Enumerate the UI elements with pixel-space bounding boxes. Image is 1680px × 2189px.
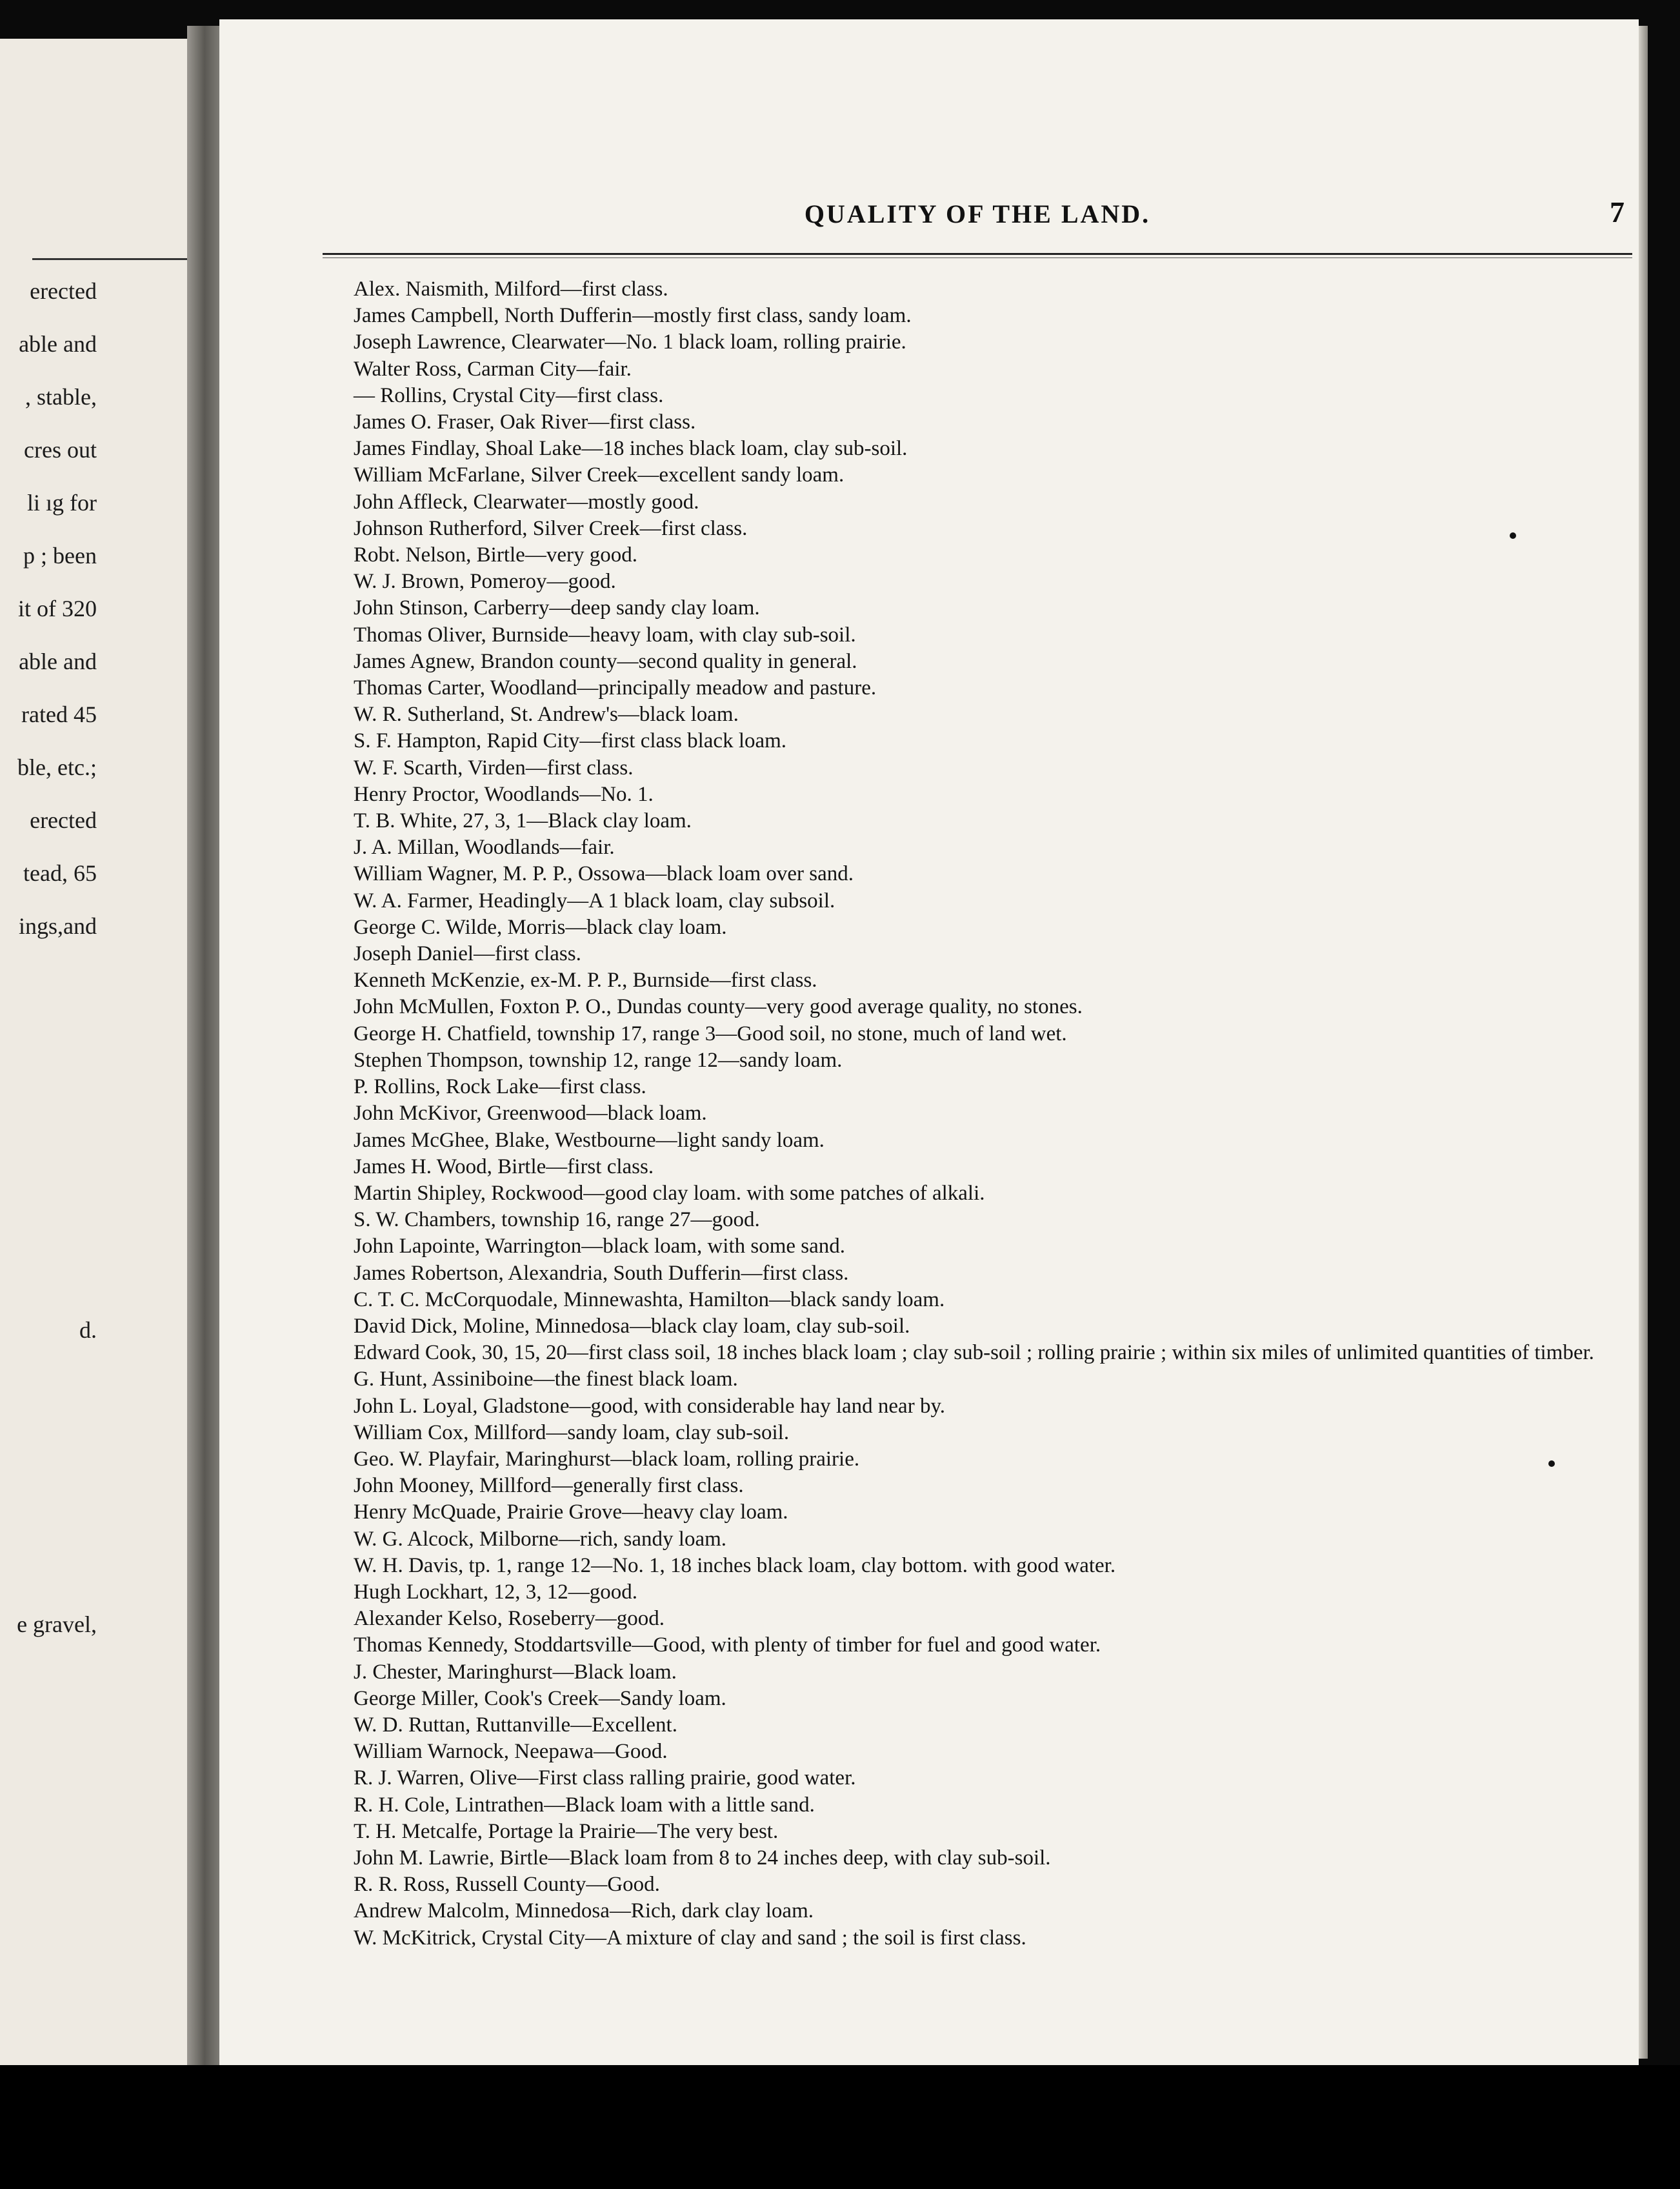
entry-line: Alexander Kelso, Roseberry—good. <box>354 1607 665 1631</box>
entry-line: W. McKitrick, Crystal City—A mixture of clay and sand ; the soil is first class. <box>354 1926 1026 1950</box>
entry-line: Thomas Oliver, Burnside—heavy loam, with clay sub-soil. <box>354 623 856 647</box>
entry-line: Kenneth McKenzie, ex-M. P. P., Burnside—first class. <box>354 969 817 993</box>
entry-line: Henry McQuade, Prairie Grove—heavy clay loam. <box>354 1500 788 1524</box>
entry-line: W. J. Brown, Pomeroy—good. <box>354 570 616 594</box>
entry-line: James Agnew, Brandon county—second quality in general. <box>354 649 857 673</box>
testimonial-list <box>315 276 1657 1952</box>
entry-line: Joseph Daniel—first class. <box>354 942 581 966</box>
entry-line: C. T. C. McCorquodale, Minnewashta, Hamilton—black sandy loam. <box>354 1287 945 1311</box>
page-header <box>323 186 1632 237</box>
facing-page-text: it of 320 <box>18 596 97 621</box>
entry-line: Johnson Rutherford, Silver Creek—first class. <box>354 516 748 540</box>
page-edge-shadow <box>1639 26 1648 2059</box>
entry-line: George C. Wilde, Morris—black clay loam. <box>354 915 727 939</box>
entry-line: T. B. White, 27, 3, 1—Black clay loam. <box>354 809 692 833</box>
entry-line: W. D. Ruttan, Ruttanville—Excellent. <box>354 1713 677 1737</box>
entry-line: Thomas Kennedy, Stoddartsville—Good, with plenty of timber for fuel and good water. <box>354 1633 1101 1657</box>
entry-line: J. Chester, Maringhurst—Black loam. <box>354 1660 677 1684</box>
entry-line: George H. Chatfield, township 17, range 3—Good soil, no stone, much of land wet. <box>354 1022 1067 1045</box>
header-rule-thin <box>323 257 1632 258</box>
entry-line: W. R. Sutherland, St. Andrew's—black loam. <box>354 703 739 727</box>
facing-page-text: e gravel, <box>17 1611 97 1637</box>
entry-line: John McKivor, Greenwood—black loam. <box>354 1102 707 1125</box>
entry-line: G. Hunt, Assiniboine—the finest black loam. <box>354 1367 738 1391</box>
header-rule <box>323 253 1632 255</box>
entry-line: S. F. Hampton, Rapid City—first class black loam. <box>354 729 787 753</box>
facing-page-text: li ıg for <box>27 490 97 516</box>
entry-line: Martin Shipley, Rockwood—good clay loam. with some patches of alkali. <box>354 1181 985 1205</box>
entry-line: T. H. Metcalfe, Portage la Prairie—The very best. <box>354 1819 779 1843</box>
entry-line: Walter Ross, Carman City—fair. <box>354 357 632 381</box>
entry-line: David Dick, Moline, Minnedosa—black clay loam, clay sub-soil. <box>354 1314 910 1338</box>
entry-line: John Affleck, Clearwater—mostly good. <box>354 490 699 514</box>
entry-line: Andrew Malcolm, Minnedosa—Rich, dark clay loam. <box>354 1899 814 1923</box>
entry-line: P. Rollins, Rock Lake—first class. <box>354 1075 646 1099</box>
facing-page-rule <box>32 258 187 260</box>
page-number: 7 <box>1610 196 1625 228</box>
entry-line: James O. Fraser, Oak River—first class. <box>354 410 696 434</box>
entry-line: John McMullen, Foxton P. O., Dundas county—very good average quality, no stones. <box>354 995 1083 1019</box>
entry-line: Geo. W. Playfair, Maringhurst—black loam, rolling prairie. <box>354 1447 860 1471</box>
entry-line: W. H. Davis, tp. 1, range 12—No. 1, 18 inches black loam, clay bottom. with good water. <box>354 1553 1116 1577</box>
entry-line: Edward Cook, 30, 15, 20—first class soil, 18 inches black loam ; clay sub-soil ; rolling prairie ; within six miles of unlimited quantities of timber. <box>354 1341 1594 1365</box>
entry-line: John Lapointe, Warrington—black loam, with some sand. <box>354 1235 846 1258</box>
entry-line: — Rollins, Crystal City—first class. <box>354 383 664 407</box>
entry-line: John M. Lawrie, Birtle—Black loam from 8 to 24 inches deep, with clay sub-soil. <box>354 1846 1051 1870</box>
entry-line: Joseph Lawrence, Clearwater—No. 1 black loam, rolling prairie. <box>354 330 906 354</box>
facing-page-text: ings,and <box>19 913 97 939</box>
document-page <box>219 19 1639 2065</box>
entry-line: R. R. Ross, Russell County—Good. <box>354 1873 660 1897</box>
entry-line: Henry Proctor, Woodlands—No. 1. <box>354 782 654 806</box>
entry-line: Stephen Thompson, township 12, range 12—sandy loam. <box>354 1048 843 1072</box>
facing-page-fragment <box>0 39 187 2097</box>
entry-line: Alex. Naismith, Milford—first class. <box>354 277 668 301</box>
entry-line: William McFarlane, Silver Creek—excellent sandy loam. <box>354 463 845 487</box>
entry-line: W. G. Alcock, Milborne—rich, sandy loam. <box>354 1527 727 1551</box>
facing-page-text: p ; been <box>23 543 97 569</box>
entry-line: R. J. Warren, Olive—First class ralling prairie, good water. <box>354 1766 856 1790</box>
entry-line: James Campbell, North Dufferin—mostly first class, sandy loam. <box>354 304 912 328</box>
facing-page-text: erected <box>30 278 97 304</box>
print-speck <box>1510 532 1516 539</box>
entry-line: James McGhee, Blake, Westbourne—light sandy loam. <box>354 1128 825 1152</box>
running-head: QUALITY OF THE LAND. <box>804 199 1151 228</box>
entry-line: James H. Wood, Birtle—first class. <box>354 1155 654 1178</box>
entry-line: Robt. Nelson, Birtle—very good. <box>354 543 637 567</box>
entry-line: W. F. Scarth, Virden—first class. <box>354 756 634 780</box>
entry-line: John Stinson, Carberry—deep sandy clay loam. <box>354 596 760 620</box>
facing-page-text: rated 45 <box>21 701 97 727</box>
entry-line: John L. Loyal, Gladstone—good, with considerable hay land near by. <box>354 1394 946 1418</box>
facing-page-text: cres out <box>24 437 97 463</box>
facing-page-text: ble, etc.; <box>17 754 97 780</box>
entry-line: Hugh Lockhart, 12, 3, 12—good. <box>354 1580 637 1604</box>
entry-line: W. A. Farmer, Headingly—A 1 black loam, clay subsoil. <box>354 889 835 913</box>
facing-page-text: able and <box>19 649 97 674</box>
entry-line: S. W. Chambers, township 16, range 27—good. <box>354 1208 760 1232</box>
entry-line: R. H. Cole, Lintrathen—Black loam with a little sand. <box>354 1793 815 1817</box>
facing-page-text: tead, 65 <box>23 860 97 886</box>
scan-bottom-border <box>0 2065 1680 2189</box>
entry-line: William Cox, Millford—sandy loam, clay sub-soil. <box>354 1420 790 1444</box>
facing-page-text: , stable, <box>25 384 97 410</box>
entry-line: James Findlay, Shoal Lake—18 inches black loam, clay sub-soil. <box>354 437 908 461</box>
facing-page-text: erected <box>30 807 97 833</box>
entry-line: William Warnock, Neepawa—Good. <box>354 1740 668 1764</box>
facing-page-text: able and <box>19 331 97 357</box>
entry-line: J. A. Millan, Woodlands—fair. <box>354 836 615 860</box>
entry-line: John Mooney, Millford—generally first class. <box>354 1474 744 1498</box>
entry-line: William Wagner, M. P. P., Ossowa—black loam over sand. <box>354 862 854 886</box>
entry-line: George Miller, Cook's Creek—Sandy loam. <box>354 1686 726 1710</box>
entry-line: Thomas Carter, Woodland—principally meadow and pasture. <box>354 676 877 700</box>
facing-page-text: d. <box>79 1317 97 1343</box>
entry-line: James Robertson, Alexandria, South Dufferin—first class. <box>354 1261 849 1285</box>
print-speck <box>1548 1460 1555 1467</box>
